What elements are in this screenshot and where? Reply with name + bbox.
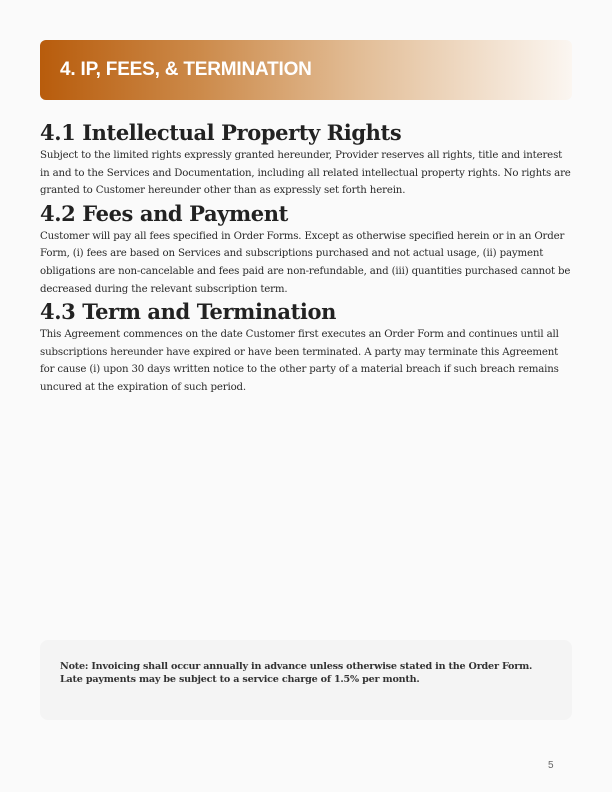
section-body: Subject to the limited rights expressly granted hereunder, Provider reserves all rights, title and interest in and to the Services and Documentation, including all related intellectual property rights. No rights are granted to Customer hereunder other than as expressly set forth herein. [40, 150, 571, 197]
section-title: 4. IP, FEES, & TERMINATION [60, 59, 312, 80]
section-body: This Agreement commences on the date Customer first executes an Order Form and continues until all subscriptions hereunder have expired or have been terminated. A party may terminate this Agreement for cause (i) upon 30 days written notice to the other party of a material breach if such breach remains uncured at the expiration of such period. [40, 329, 559, 393]
section-heading: 4.1 Intellectual Property Rights [40, 120, 402, 145]
note-line-1: Note: Invoicing shall occur annually in advance unless otherwise stated in the Order Form. [60, 661, 533, 672]
note-line-2: Late payments may be subject to a service charge of 1.5% per month. [60, 674, 420, 685]
page-number: 5 [548, 760, 554, 771]
section-term-termination [40, 298, 574, 396]
document-content [40, 119, 574, 397]
section-fees-payment [40, 200, 574, 298]
section-ip-rights [40, 119, 574, 200]
section-body: Customer will pay all fees specified in Order Forms. Except as otherwise specified herein or in an Order Form, (i) fees are based on Services and subscriptions purchased and not actual usage, (ii) payment obligations are non-cancelable and fees paid are non-refundable, and (iii) quantities purchased cannot be decreased during the relevant subscription term. [40, 230, 571, 295]
section-heading: 4.3 Term and Termination [40, 299, 336, 325]
note-box [40, 640, 572, 720]
section-heading: 4.2 Fees and Payment [40, 200, 288, 226]
section-banner [40, 40, 572, 100]
